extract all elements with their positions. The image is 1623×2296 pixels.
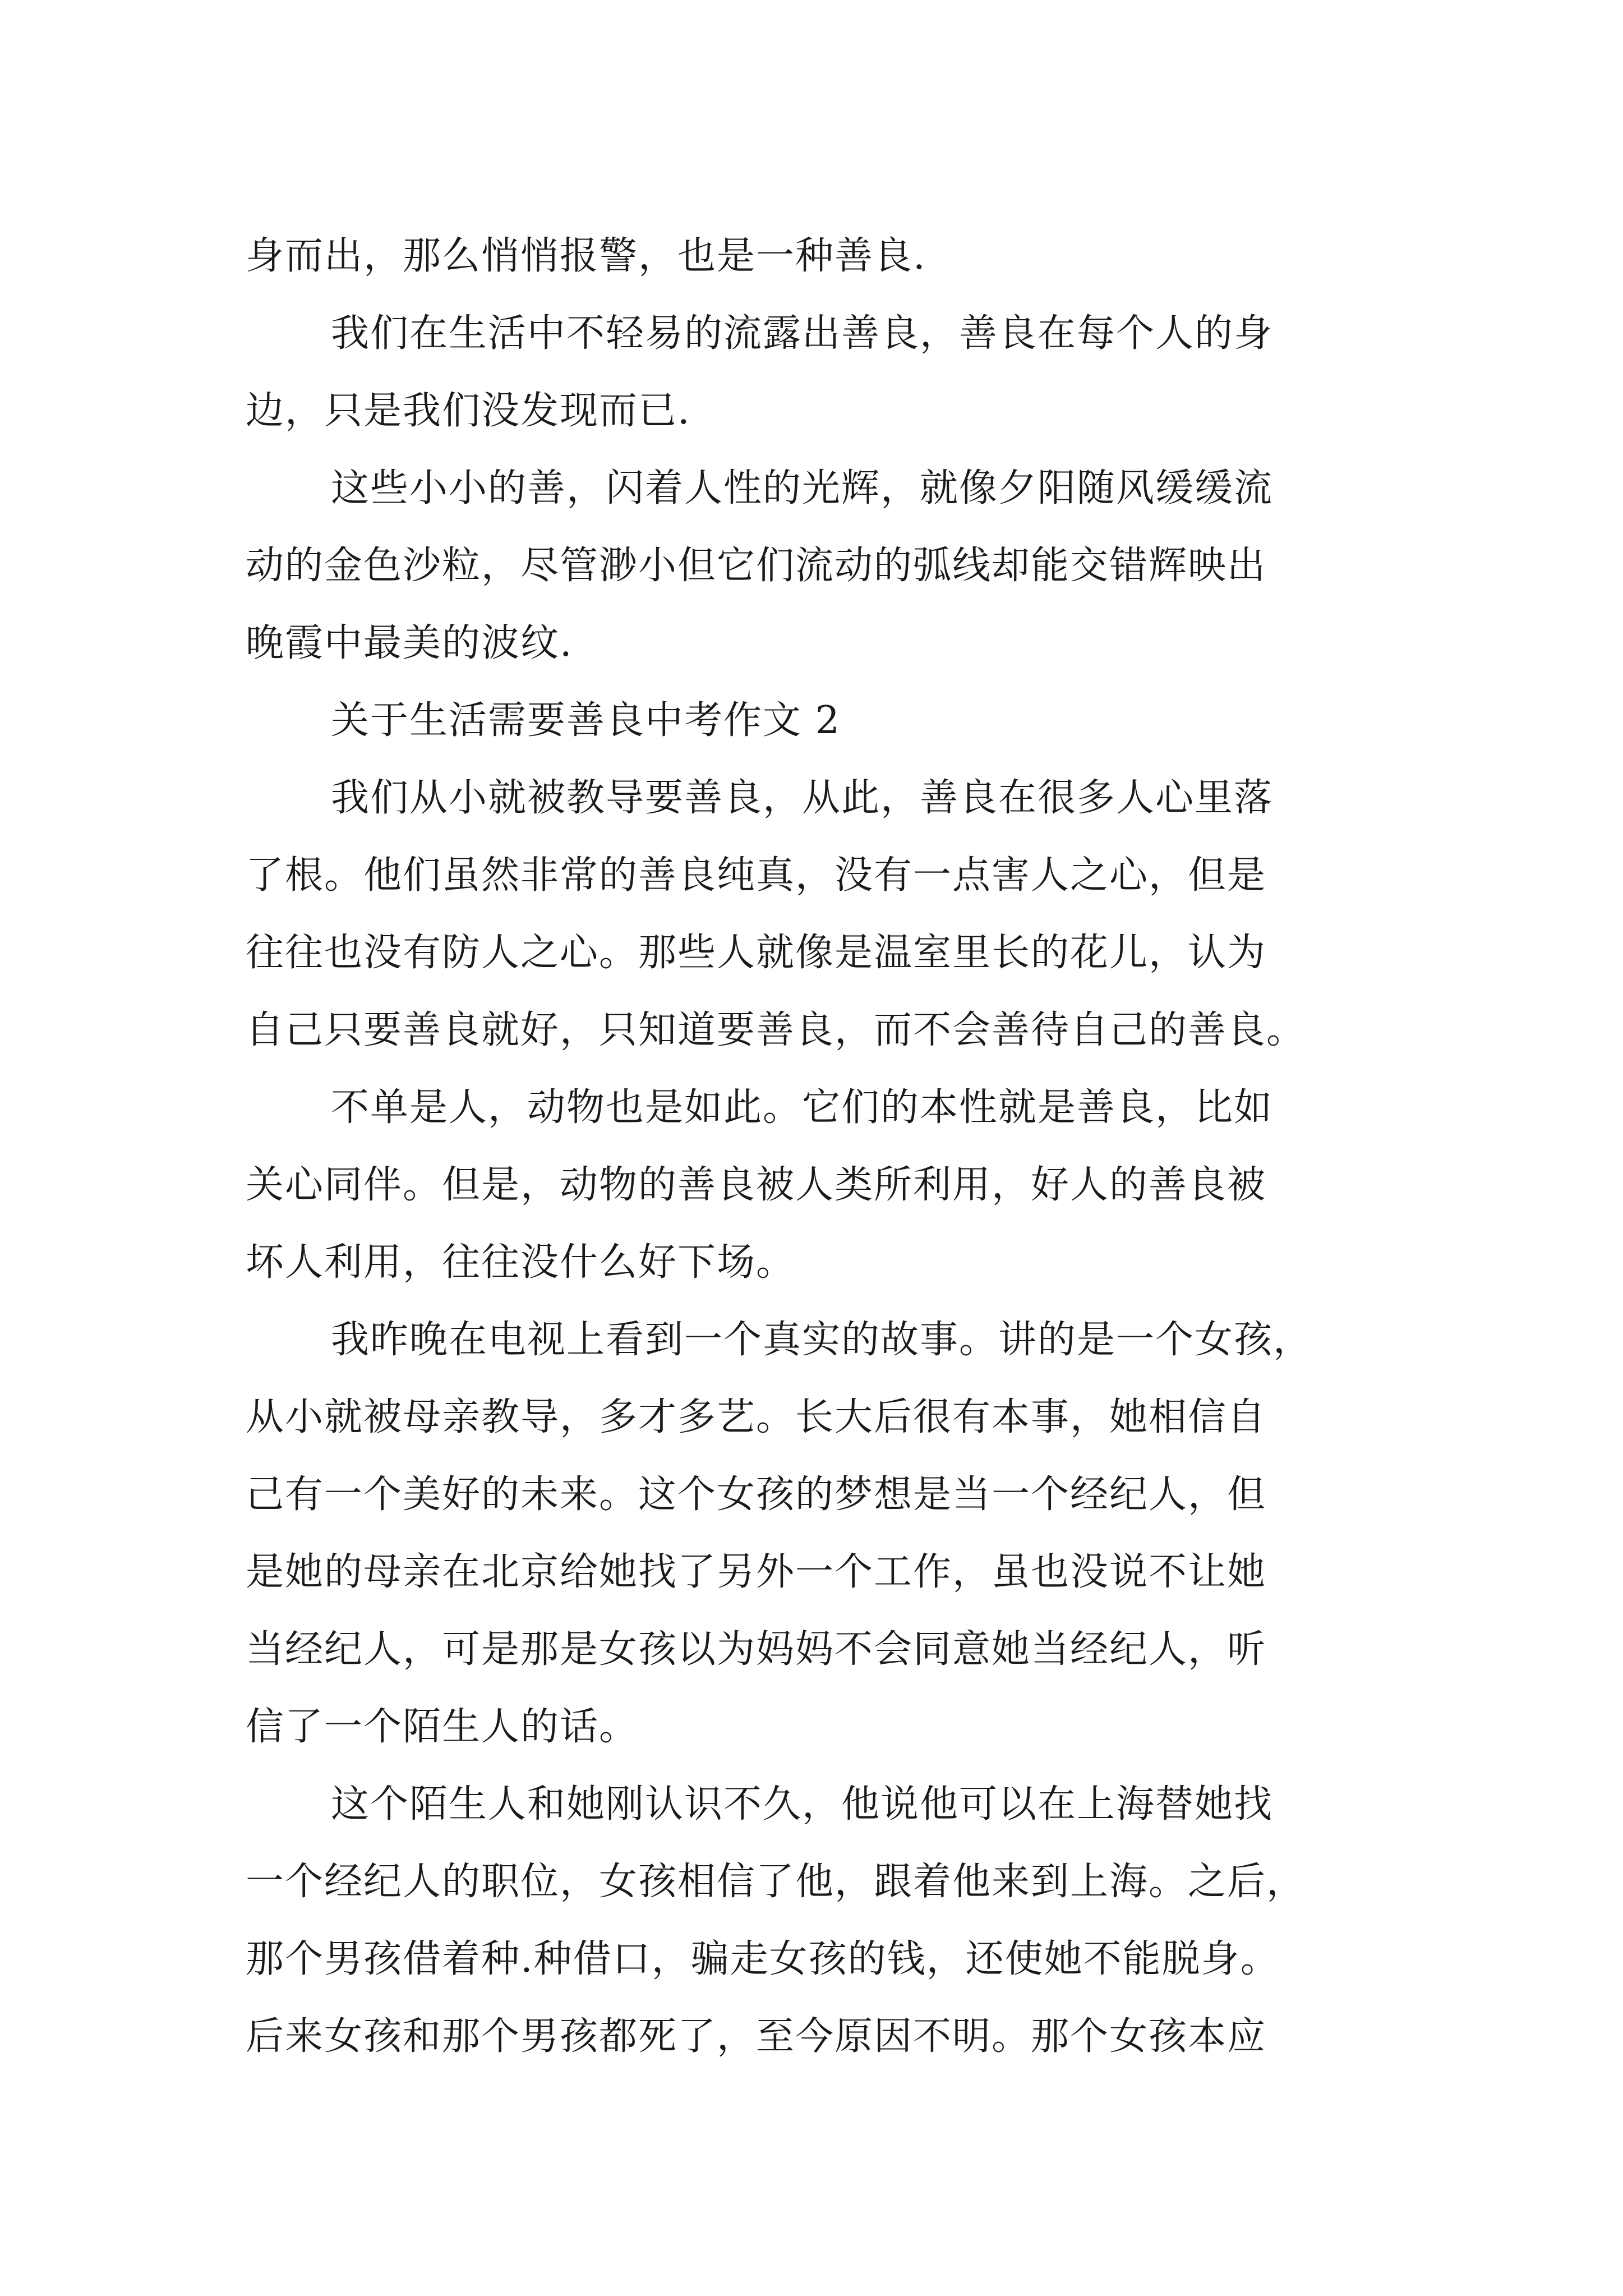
text-line: 边，只是我们没发现而已. <box>246 389 691 433</box>
text-line: 后来女孩和那个男孩都死了，至今原因不明。那个女孩本应 <box>246 2014 1267 2059</box>
text-line: 我昨晚在电视上看到一个真实的故事。讲的是一个女孩， <box>331 1318 1313 1362</box>
text-line: 晚霞中最美的波纹. <box>246 621 573 665</box>
text-line: 我们在生活中不轻易的流露出善良，善良在每个人的身 <box>331 311 1274 356</box>
text-line: 那个男孩借着种.种借口，骗走女孩的钱，还使她不能脱身。 <box>246 1937 1280 1981</box>
text-line: 不单是人，动物也是如此。它们的本性就是善良，比如 <box>331 1085 1274 1130</box>
text-line: 关心同伴。但是，动物的善良被人类所利用，好人的善良被 <box>246 1163 1267 1207</box>
text-line: 自己只要善良就好，只知道要善良，而不会善待自己的善良。 <box>246 1008 1306 1052</box>
text-line: 当经纪人，可是那是女孩以为妈妈不会同意她当经纪人，听 <box>246 1627 1267 1672</box>
section-heading: 关于生活需要善良中考作文 2 <box>331 698 841 743</box>
text-line: 了根。他们虽然非常的善良纯真，没有一点害人之心，但是 <box>246 853 1267 898</box>
text-line: 从小就被母亲教导，多才多艺。长大后很有本事，她相信自 <box>246 1395 1267 1439</box>
text-line: 我们从小就被教导要善良，从此，善良在很多人心里落 <box>331 776 1274 820</box>
text-line: 一个经纪人的职位，女孩相信了他，跟着他来到上海。之后， <box>246 1860 1306 1904</box>
text-line: 己有一个美好的未来。这个女孩的梦想是当一个经纪人，但 <box>246 1473 1267 1517</box>
text-line: 信了一个陌生人的话。 <box>246 1705 639 1749</box>
text-line: 这个陌生人和她刚认识不久，他说他可以在上海替她找 <box>331 1782 1274 1826</box>
essay-text <box>246 218 1412 2076</box>
text-line: 坏人利用，往往没什么好下场。 <box>246 1240 796 1285</box>
text-line: 是她的母亲在北京给她找了另外一个工作，虽也没说不让她 <box>246 1550 1267 1594</box>
text-line: 身而出，那么悄悄报警，也是一种善良. <box>246 234 926 278</box>
text-line: 动的金色沙粒，尽管渺小但它们流动的弧线却能交错辉映出 <box>246 544 1267 588</box>
text-line: 这些小小的善，闪着人性的光辉，就像夕阳随风缓缓流 <box>331 466 1274 510</box>
text-line: 往往也没有防人之心。那些人就像是温室里长的花儿，认为 <box>246 931 1267 975</box>
